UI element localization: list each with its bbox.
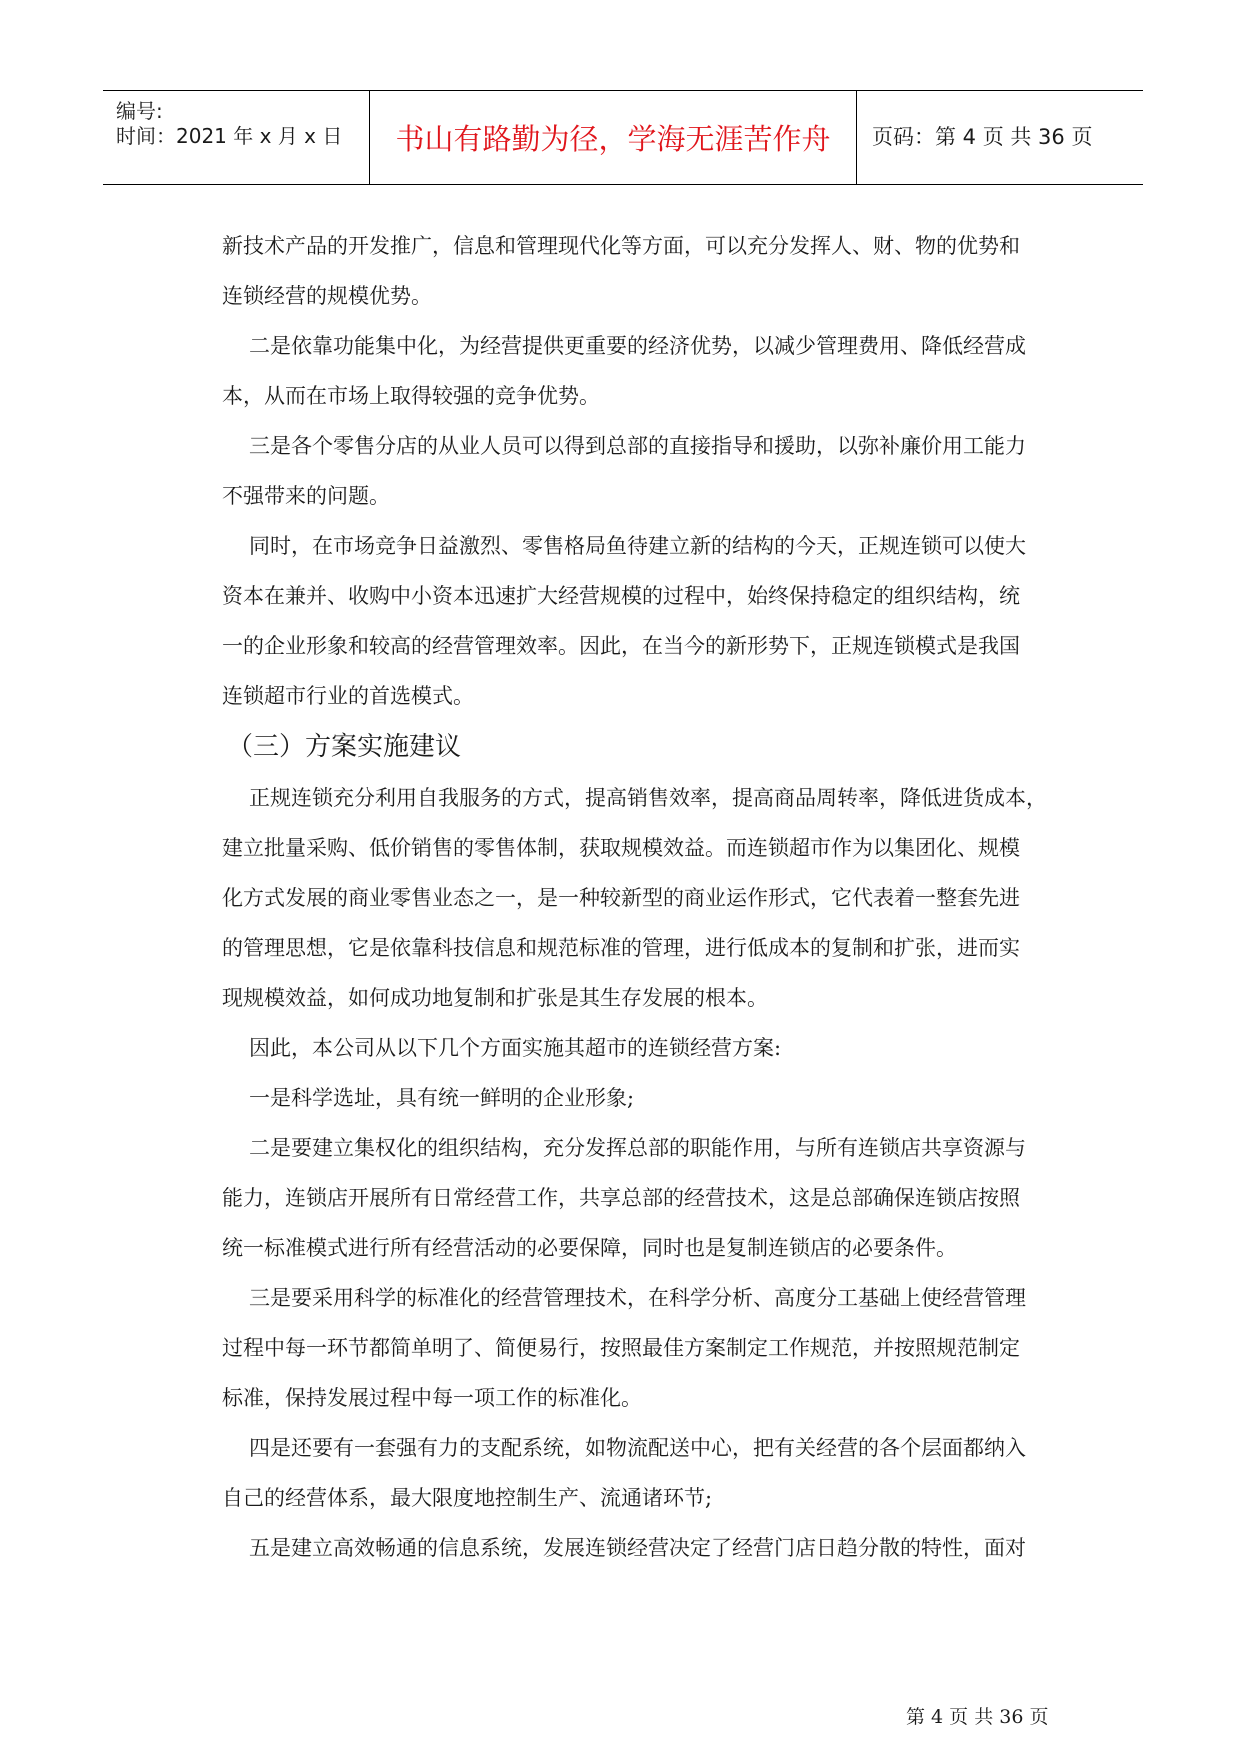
header-table	[103, 90, 1143, 185]
header-middle-cell	[370, 91, 857, 184]
text-line: 资本在兼并、收购中小资本迅速扩大经营规模的过程中，始终保持稳定的组织结构，统	[222, 584, 1020, 608]
header-left-cell	[103, 91, 370, 184]
text-line: 现规模效益，如何成功地复制和扩张是其生存发展的根本。	[222, 986, 768, 1010]
text-line: 标准，保持发展过程中每一项工作的标准化。	[222, 1386, 642, 1410]
text-line: 一是科学选址，具有统一鲜明的企业形象;	[249, 1086, 635, 1110]
text-line: 能力，连锁店开展所有日常经营工作，共享总部的经营技术，这是总部确保连锁店按照	[222, 1186, 1020, 1210]
text-line: 不强带来的问题。	[222, 484, 390, 508]
text-line: 二是依靠功能集中化，为经营提供更重要的经济优势，以减少管理费用、降低经营成	[249, 334, 1026, 358]
text-line: 的管理思想，它是依靠科技信息和规范标准的管理，进行低成本的复制和扩张，进而实	[222, 936, 1020, 960]
header-motto: 书山有路勤为径，学海无涯苦作舟	[395, 122, 831, 156]
header-right-cell	[857, 91, 1143, 184]
text-line: 四是还要有一套强有力的支配系统，如物流配送中心，把有关经营的各个层面都纳入	[249, 1436, 1026, 1460]
text-line: 同时，在市场竞争日益激烈、零售格局鱼待建立新的结构的今天，正规连锁可以使大	[249, 534, 1026, 558]
text-line: 因此，本公司从以下几个方面实施其超市的连锁经营方案:	[249, 1036, 782, 1060]
text-line: 新技术产品的开发推广，信息和管理现代化等方面，可以充分发挥人、财、物的优势和	[222, 234, 1020, 258]
text-line: 三是各个零售分店的从业人员可以得到总部的直接指导和援助，以弥补廉价用工能力	[249, 434, 1026, 458]
text-line: 建立批量采购、低价销售的零售体制，获取规模效益。而连锁超市作为以集团化、规模	[222, 836, 1020, 860]
section-heading: （三）方案实施建议	[227, 732, 462, 762]
header-page-label: 页码：第 4 页 共 36 页	[872, 125, 1093, 149]
page-footer: 第 4 页 共 36 页	[906, 1706, 1049, 1728]
text-line: 二是要建立集权化的组织结构，充分发挥总部的职能作用，与所有连锁店共享资源与	[249, 1136, 1026, 1160]
text-line: 三是要采用科学的标准化的经营管理技术，在科学分析、高度分工基础上使经营管理	[249, 1286, 1026, 1310]
text-line: 正规连锁充分利用自我服务的方式，提高销售效率，提高商品周转率，降低进货成本，	[249, 786, 1047, 810]
document-body	[222, 221, 1062, 1573]
text-line: 自己的经营体系，最大限度地控制生产、流通诸环节;	[222, 1486, 713, 1510]
text-line: 统一标准模式进行所有经营活动的必要保障，同时也是复制连锁店的必要条件。	[222, 1236, 957, 1260]
text-line: 五是建立高效畅通的信息系统，发展连锁经营决定了经营门店日趋分散的特性，面对	[249, 1536, 1026, 1560]
text-line: 本，从而在市场上取得较强的竞争优势。	[222, 384, 600, 408]
text-line: 化方式发展的商业零售业态之一，是一种较新型的商业运作形式，它代表着一整套先进	[222, 886, 1020, 910]
text-line: 连锁经营的规模优势。	[222, 284, 432, 308]
document-time-label: 时间：2021 年 x 月 x 日	[116, 124, 343, 148]
text-line: 过程中每一环节都简单明了、简便易行，按照最佳方案制定工作规范，并按照规范制定	[222, 1336, 1020, 1360]
document-number-label: 编号:	[116, 99, 163, 123]
text-line: 一的企业形象和较高的经营管理效率。因此，在当今的新形势下，正规连锁模式是我国	[222, 634, 1020, 658]
text-line: 连锁超市行业的首选模式。	[222, 684, 474, 708]
